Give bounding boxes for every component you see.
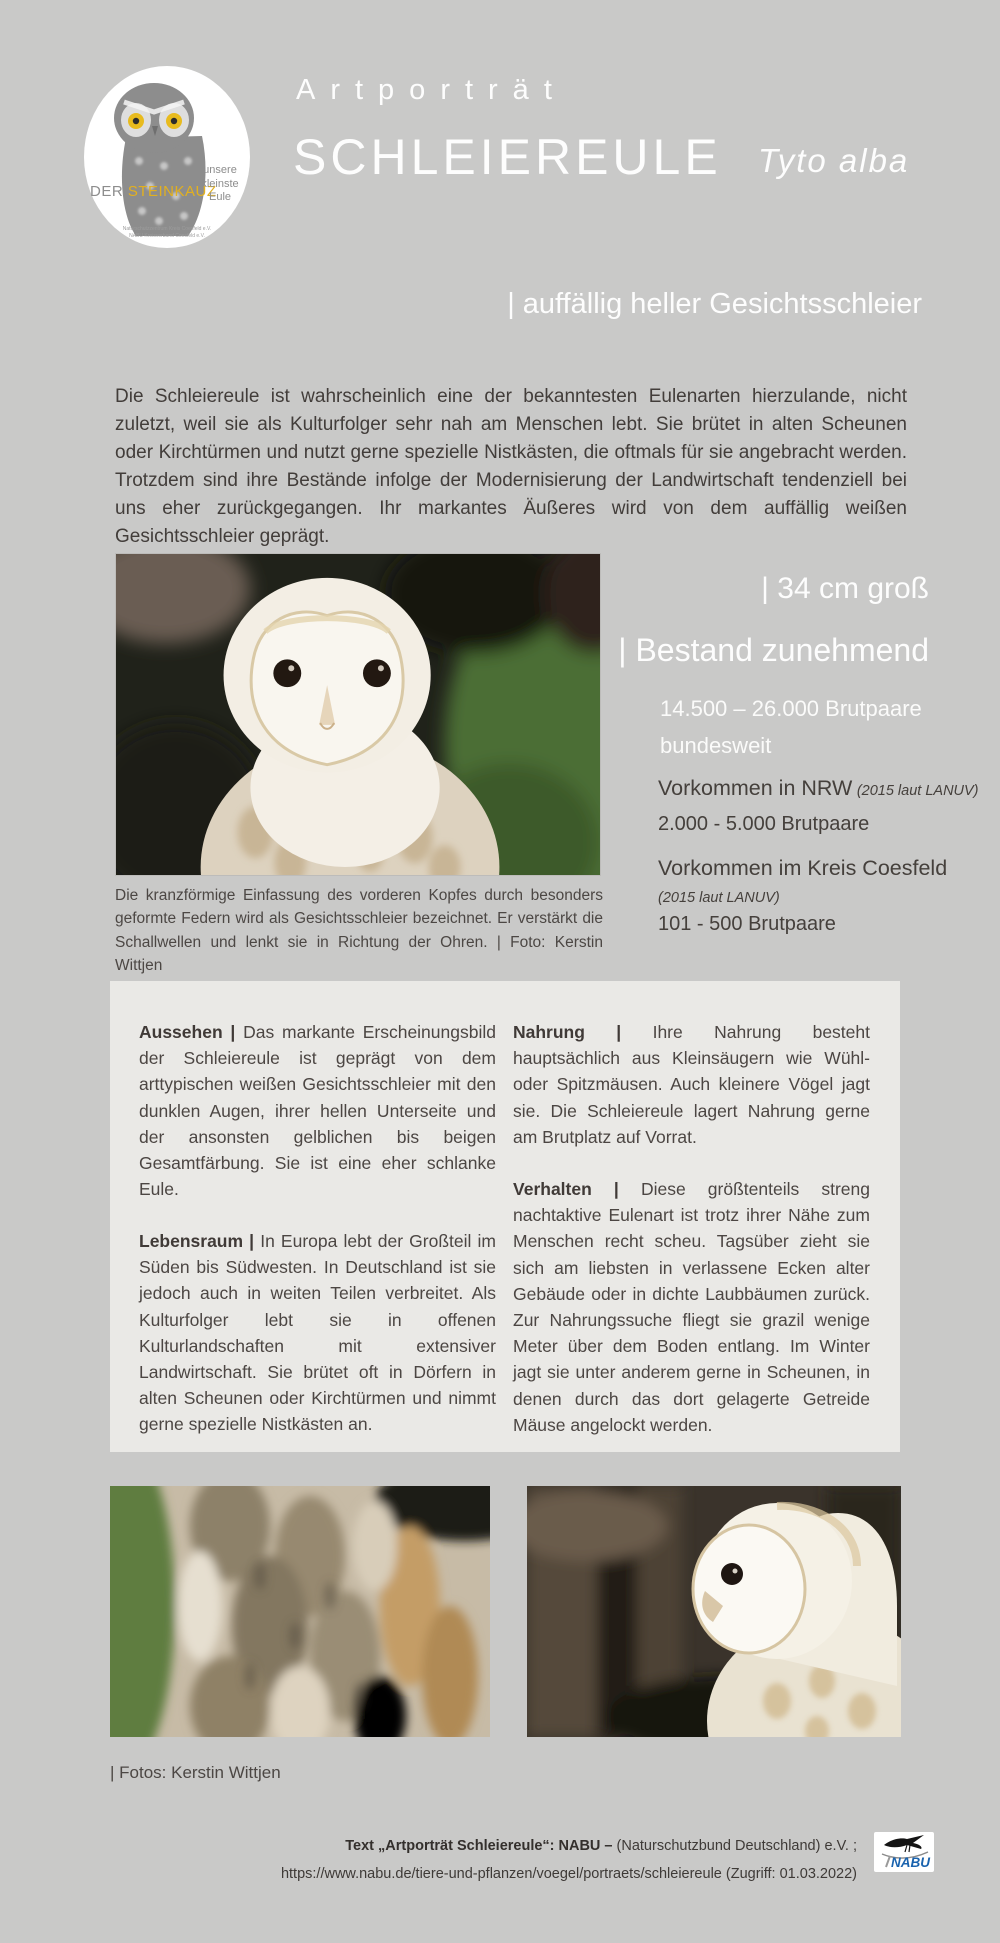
section-nahrung [513, 1019, 870, 1150]
stat-coesfeld-value: 101 - 500 Brutpaare [658, 913, 836, 935]
source-credit-line1 [281, 1832, 857, 1860]
stat-national-scope: bundesweit [660, 733, 772, 758]
stat-size: | 34 cm groß [761, 572, 929, 605]
logo-wordmark-name: STEINKAUZ [127, 183, 217, 200]
source-credit [281, 1832, 857, 1888]
section-aussehen-label: Aussehen | [139, 1022, 236, 1042]
logo-organisations [104, 226, 230, 240]
section-aussehen [139, 1019, 496, 1202]
section-aussehen-text: Das markante Erscheinungsbild der Schleiereule ist geprägt von dem arttypischen weißen Gesichtsschleier mit den dunklen Augen, ihrer hellen Unterseite und der ansonsten gelblichen bis beigen Gesamtfärbung. Sie ist eine eher schlanke Eule. [139, 1022, 496, 1200]
logo-tagline-line: unsere [203, 164, 237, 176]
latin-name: Tyto alba [758, 142, 910, 179]
stat-nrw-title-line [658, 776, 979, 801]
stat-nrw-title: Vorkommen in NRW [658, 776, 853, 800]
logo-tagline [194, 164, 246, 205]
barn-owl-profile-photo [527, 1486, 901, 1737]
stat-national-value: 14.500 – 26.000 Brutpaare [660, 696, 922, 721]
section-nahrung-label: Nahrung | [513, 1022, 622, 1042]
nabu-wordmark: NABU [891, 1855, 930, 1870]
section-lebensraum-text: In Europa lebt der Großteil im Süden bis Südwesten. In Deutschland ist sie jedoch auch in weiten Teilen verbreitet. Als Kulturfolger lebt sie in offenen Kulturlandschaften mit extensiver Landwirtschaft. Sie brütet oft in Dörfern in alten Scheunen oder Kirchtürmen und nimmt gerne spezielle Nistkästen an. [139, 1231, 496, 1435]
stat-nrw-value: 2.000 - 5.000 Brutpaare [658, 813, 870, 835]
page-title: SCHLEIEREULE [293, 129, 722, 185]
steinkauz-logo [84, 66, 250, 248]
section-verhalten-text: Diese größtenteils streng nachtaktive Eulenart ist trotz ihrer Nähe zum Menschen recht scheu. Tagsüber zieht sie sich am liebsten in verlassene Ecken alter Gebäude oder in dichte Laubbäumen zurück. Zur Nahrungssuche fliegt sie grazil wenige Meter über dem Boden entlang. Im Winter jagt sie unter anderem gerne in Scheunen, in denen durch das dort gelagerte Getreide Mäuse angelockt werden. [513, 1179, 870, 1435]
little-owl-illustration [84, 66, 250, 248]
logo-org-line: Naturschutzzentrum Kreis Coesfeld e.V. [122, 226, 212, 232]
source-credit-regular: (Naturschutzbund Deutschland) e.V. ; [612, 1838, 857, 1854]
intro-paragraph: Die Schleiereule ist wahrscheinlich eine der bekanntesten Eulenarten hierzulande, nicht zuletzt, weil sie als Kulturfolger sehr nah am Menschen lebt. Sie brütet in alten Scheunen oder Kirchtürmen und nutzt gerne spezielle Nistkästen, die oftmals für sie angebracht werden. Trotzdem sind ihre Bestände infolge der Modernisierung der Landwirtschaft tendenziell bei uns eher zurückgegangen. Ihr markantes Äußeres wird von dem auffällig weißen Gesichtsschleier geprägt. [115, 386, 907, 547]
section-lebensraum [139, 1228, 496, 1438]
nabu-logo [874, 1832, 934, 1872]
source-credit-bold: Text „Artporträt Schleiereule“: NABU – [345, 1838, 613, 1854]
section-lebensraum-label: Lebensraum | [139, 1231, 255, 1251]
barn-owl-portrait-photo [115, 553, 601, 876]
logo-org-line: NABU Kreisverband Coesfeld e.V. [129, 233, 205, 239]
section-nahrung-text: Ihre Nahrung besteht hauptsächlich aus Kleinsäugern wie Wühl- oder Spitzmäusen. Auch kleinere Vögel jagt sie. Die Schleiereule lagert Nahrung gerne am Brutplatz auf Vorrat. [513, 1022, 870, 1147]
stat-national [660, 690, 922, 764]
photos-credit: | Fotos: Kerstin Wittjen [110, 1763, 281, 1782]
stat-population-trend: | Bestand zunehmend [618, 632, 929, 668]
source-credit-url: https://www.nabu.de/tiere-und-pflanzen/voegel/portraets/schleiereule (Zugriff: 01.03.2022) [280, 1866, 857, 1882]
header-tagline: | auffällig heller Gesichtsschleier [507, 288, 922, 320]
kicker: Artporträt [296, 74, 567, 106]
stat-coesfeld [658, 856, 947, 936]
logo-wordmark-prefix: DER [90, 183, 124, 200]
stat-coesfeld-note: (2015 laut LANUV) [658, 890, 780, 906]
plumage-closeup-photo [110, 1486, 490, 1737]
stat-nrw-note: (2015 laut LANUV) [856, 783, 979, 799]
section-verhalten [513, 1176, 870, 1438]
stat-nrw [658, 776, 979, 836]
logo-tagline-line: Eule [208, 191, 232, 203]
stat-coesfeld-title: Vorkommen im Kreis Coesfeld [658, 856, 948, 880]
photo-caption: Die kranzförmige Einfassung des vorderen Kopfes durch besonders geformte Federn wird als Gesichtsschleier bezeichnet. Er verstärkt die Schallwellen und lenkt sie in Richtung der Ohren. | Foto: Kerstin Wittjen [115, 887, 603, 975]
logo-tagline-line: kleinste [201, 177, 239, 190]
section-verhalten-label: Verhalten | [513, 1179, 619, 1199]
